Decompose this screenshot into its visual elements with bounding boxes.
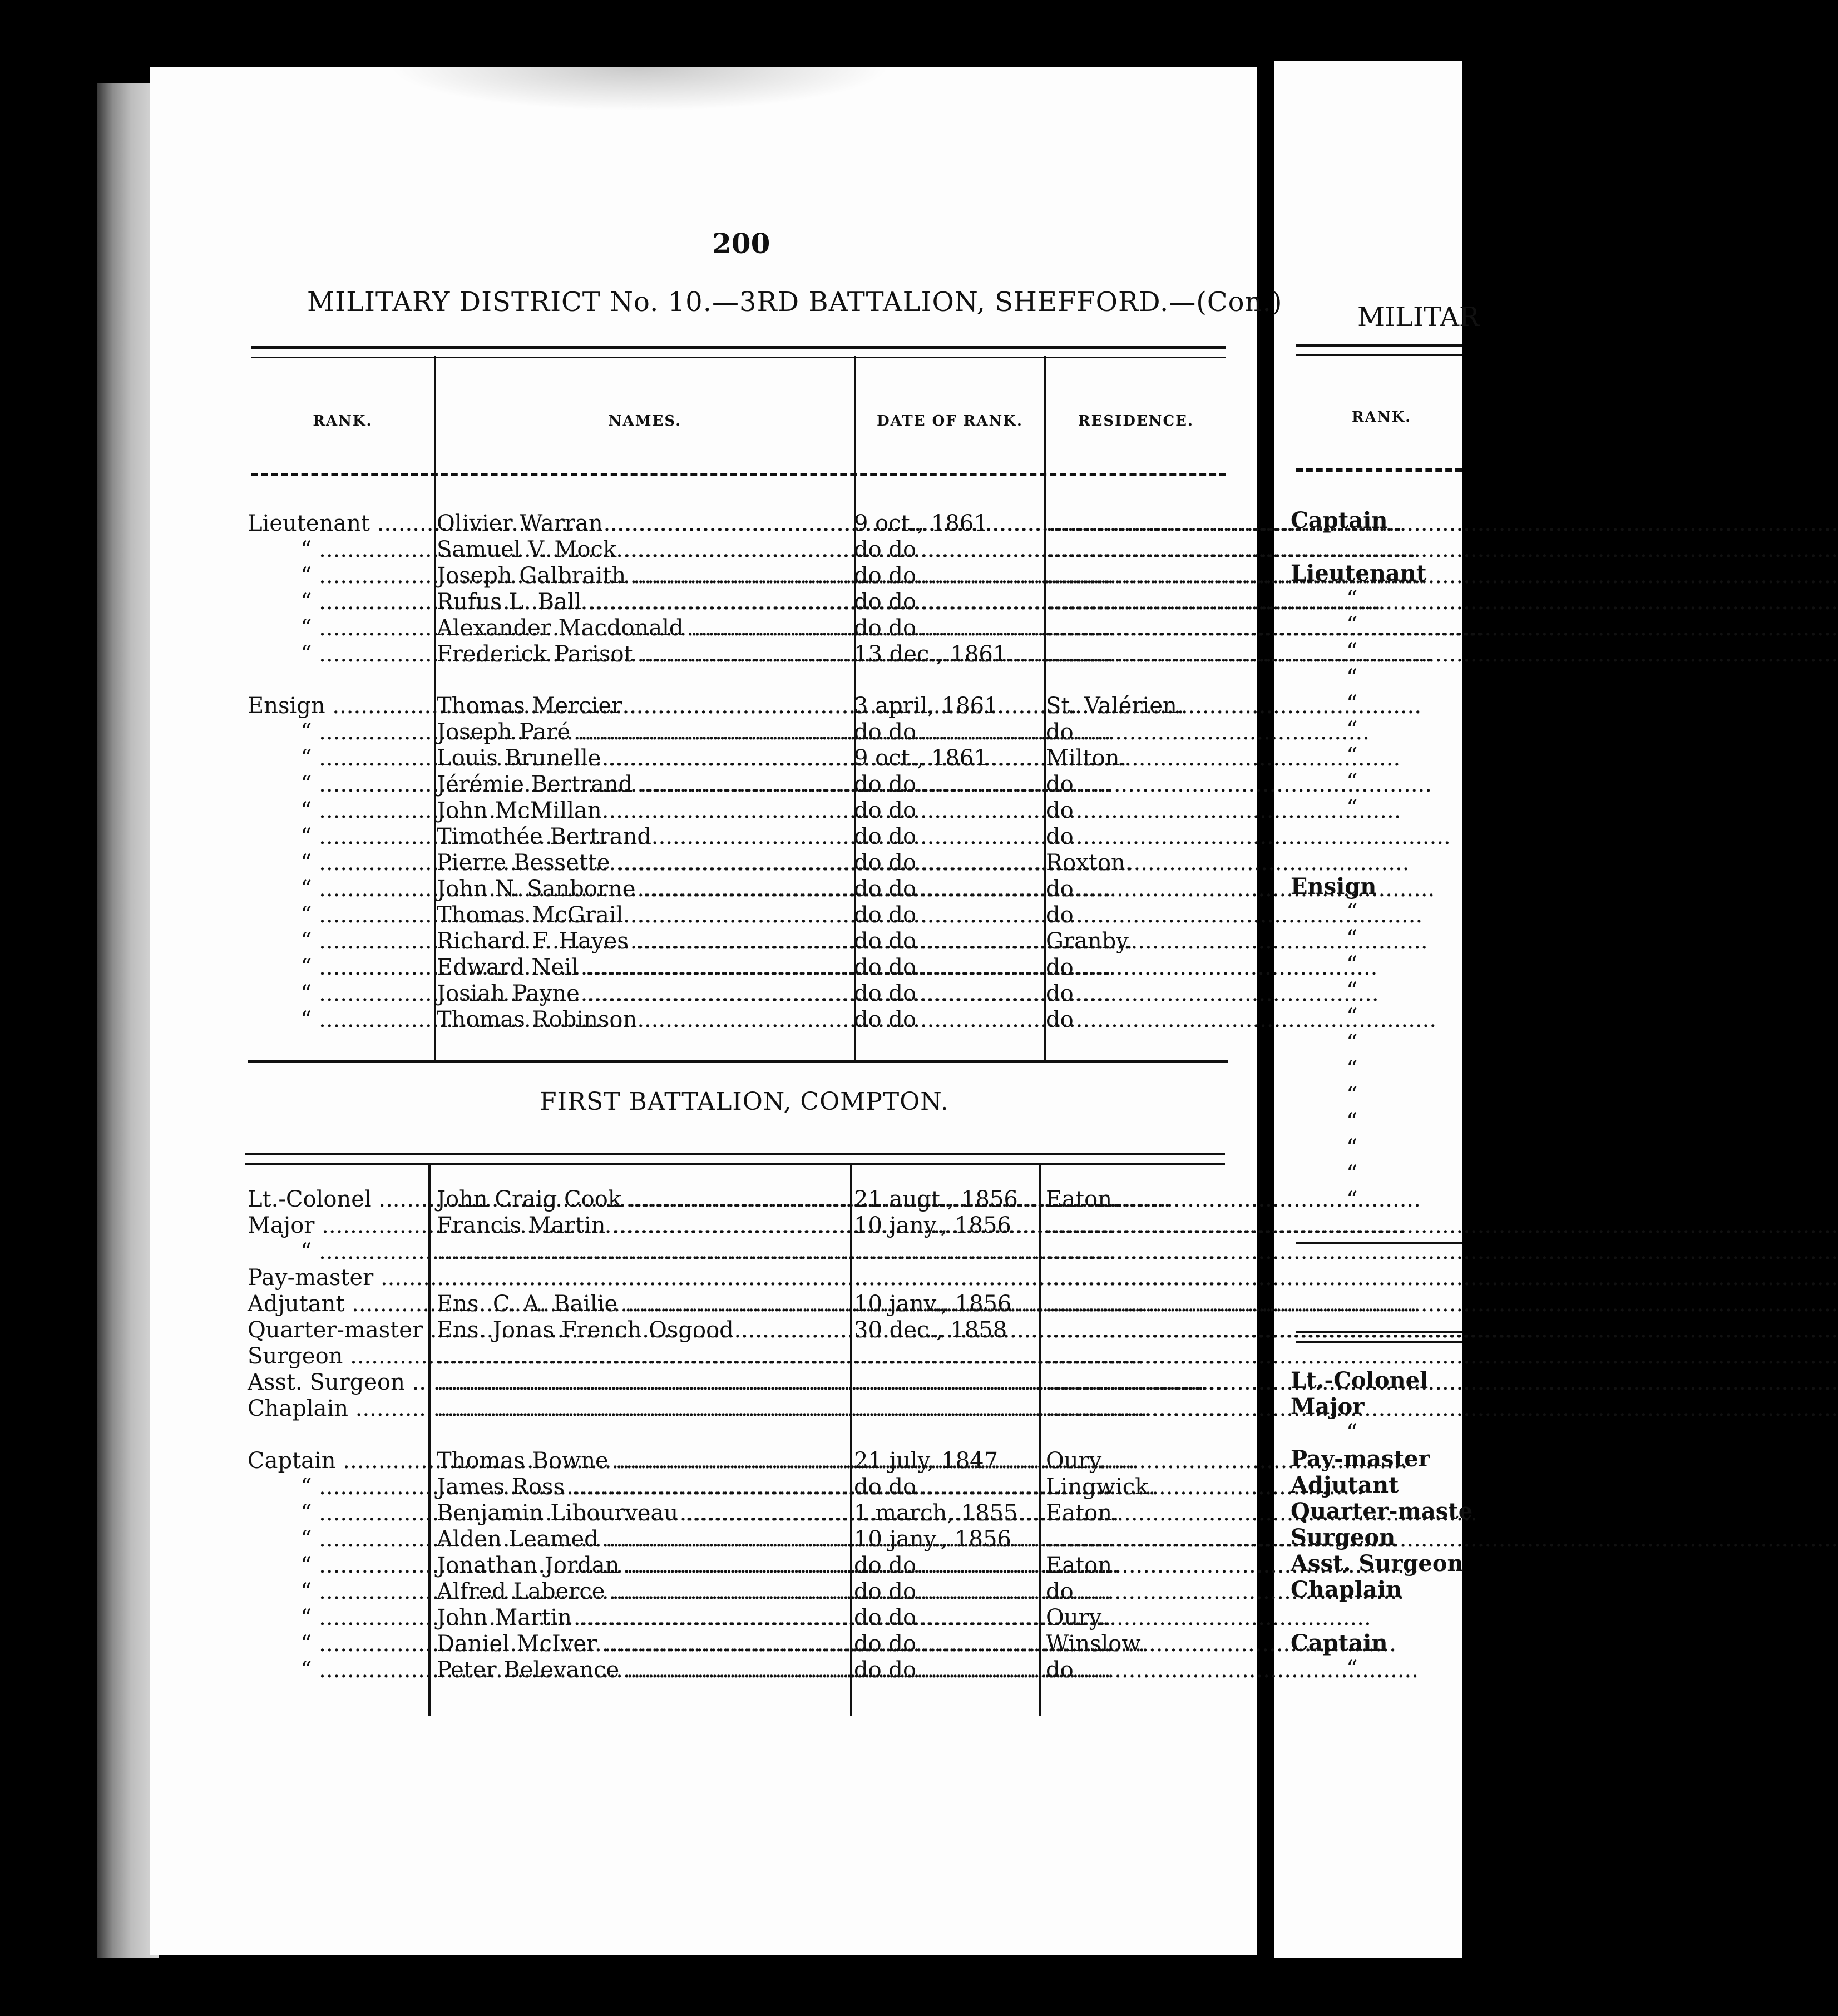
table-row	[0, 1291, 1462, 1317]
name-cell: Alfred Laberce .....	[437, 1579, 851, 1605]
name-cell: Francis Martin .....	[437, 1213, 851, 1239]
right-page-rank: “	[1346, 769, 1358, 795]
table-row	[0, 772, 1462, 798]
name-cell: Olivier Warran .....	[437, 511, 851, 537]
paper-stain	[389, 67, 890, 111]
table-row	[0, 1526, 1462, 1553]
name-cell	[437, 1239, 851, 1265]
date-cell: do do	[854, 850, 917, 876]
table-row	[0, 1265, 1462, 1291]
column-header-names: NAMES.	[608, 413, 682, 429]
residence-cell: Eaton.	[1046, 1500, 1119, 1526]
rank-cell: “ .....	[300, 1474, 481, 1500]
name-cell: Samuel V. Mock .....	[437, 537, 851, 563]
date-cell: do do	[854, 1474, 917, 1500]
name-cell: Timothée Bertrand .....	[437, 824, 851, 850]
residence-cell	[1046, 1265, 1229, 1291]
rank-cell: Quarter-master .....	[248, 1317, 428, 1343]
right-page-column-header: RANK.	[1352, 409, 1412, 426]
residence-cell	[1046, 1343, 1229, 1370]
residence-cell: do	[1046, 1657, 1074, 1683]
right-page-rank: Lt.-Colonel	[1291, 1367, 1429, 1394]
rank-cell: “ .....	[300, 928, 481, 955]
date-cell: 10 jany., 1856	[854, 1526, 1011, 1552]
table-row	[0, 537, 1462, 563]
rank-cell: Adjutant .....	[248, 1291, 428, 1317]
right-page-title-fragment: MILITAR	[1357, 302, 1480, 333]
right-page-rank: “	[1346, 1656, 1358, 1682]
right-page-rank: “	[1346, 900, 1358, 925]
rank-cell: Surgeon .....	[248, 1343, 428, 1370]
right-page-header-rule	[1296, 468, 1462, 472]
rank-cell: Pay-master .....	[248, 1265, 428, 1291]
right-page-rank: “	[1346, 1056, 1358, 1082]
residence-cell	[1046, 615, 1229, 641]
rank-cell: “ .....	[300, 1631, 481, 1657]
rank-cell: “ .....	[300, 1007, 481, 1033]
name-cell: Daniel McIver .....	[437, 1631, 851, 1657]
residence-cell: Eaton.	[1046, 1187, 1119, 1212]
date-cell: do do	[854, 955, 917, 980]
table-row	[0, 1657, 1462, 1683]
table-row	[0, 1474, 1462, 1500]
rank-cell: Chaplain .....	[248, 1396, 428, 1422]
residence-cell: St. Valérien.	[1046, 693, 1184, 719]
right-page-rank: Captain	[1291, 1630, 1388, 1656]
date-cell: 10 janv., 1856	[854, 1291, 1012, 1317]
rank-cell: “ .....	[300, 798, 481, 824]
table-row	[0, 1007, 1462, 1033]
date-cell: do do	[854, 772, 917, 797]
right-page-top-rule	[1296, 344, 1462, 356]
name-cell	[437, 1396, 851, 1422]
rank-cell: “ .....	[300, 589, 481, 615]
name-cell: Edward Neil .....	[437, 955, 851, 981]
table-row	[0, 1396, 1462, 1422]
name-cell: Thomas McGrail .....	[437, 902, 851, 928]
table-row	[0, 1239, 1462, 1265]
date-cell: do do	[854, 928, 917, 954]
rank-cell: “ .....	[300, 1605, 481, 1631]
date-cell: do do	[854, 589, 917, 615]
right-page-rank: “	[1346, 1004, 1358, 1030]
rank-cell: “ .....	[300, 641, 481, 668]
table-row	[0, 641, 1462, 668]
name-cell: Richard F. Hayes .....	[437, 928, 851, 955]
right-page-rank: “	[1346, 978, 1358, 1004]
table-row	[0, 1187, 1462, 1213]
table-row	[0, 693, 1462, 719]
right-page-rank: Chaplain	[1291, 1577, 1402, 1603]
right-page-rank: “	[1346, 952, 1358, 977]
table-row	[0, 589, 1462, 615]
right-page-rank: “	[1346, 1187, 1358, 1213]
name-cell: Pierre Bessette .....	[437, 850, 851, 876]
date-cell: 10 jany., 1856	[854, 1213, 1011, 1238]
date-cell: do do	[854, 798, 917, 823]
rank-cell: “ .....	[300, 1500, 481, 1526]
table-row	[0, 1631, 1462, 1657]
rank-cell: Captain .....	[248, 1448, 428, 1474]
table-row	[0, 876, 1462, 902]
residence-cell: do	[1046, 719, 1074, 745]
name-cell: Alexander Macdonald .....	[437, 615, 851, 641]
name-cell: John Martin .....	[437, 1605, 851, 1631]
rank-cell: “ .....	[300, 1239, 481, 1265]
name-cell: James Ross .....	[437, 1474, 851, 1500]
date-cell: do do	[854, 824, 917, 849]
table-row	[0, 1317, 1462, 1343]
date-cell: do do	[854, 615, 917, 641]
rank-cell: Ensign .....	[248, 693, 428, 719]
table-top-rule	[251, 346, 1226, 358]
right-page-rank: Quarter-maste	[1291, 1498, 1473, 1524]
date-cell: do do	[854, 1553, 917, 1578]
table-row	[0, 1343, 1462, 1370]
rank-cell: “ .....	[300, 1553, 481, 1579]
page-title: MILITARY DISTRICT No. 10.—3RD BATTALION, SHEFFORD.—(Con.)	[307, 286, 1283, 318]
rank-cell: “ .....	[300, 615, 481, 641]
right-page-rank: “	[1346, 691, 1358, 717]
residence-cell: do	[1046, 981, 1074, 1006]
rank-cell: “ .....	[300, 719, 481, 745]
rank-cell: “ .....	[300, 1579, 481, 1605]
rank-cell: Major .....	[248, 1213, 428, 1239]
name-cell: Jérémie Bertrand .....	[437, 772, 851, 798]
name-cell: Jonathan Jordan .....	[437, 1553, 851, 1579]
table-bottom-rule	[248, 1060, 1228, 1063]
table-row	[0, 981, 1462, 1007]
column-header-rank: RANK.	[313, 413, 373, 429]
rank-cell: “ .....	[300, 1526, 481, 1553]
column-header-date: DATE OF RANK.	[877, 413, 1023, 429]
residence-cell: Milton.	[1046, 745, 1127, 771]
right-page-rank: “	[1346, 1109, 1358, 1134]
residence-cell: do	[1046, 876, 1074, 902]
name-cell: John McMillan .....	[437, 798, 851, 824]
name-cell: Frederick Parisot .....	[437, 641, 851, 668]
date-cell: do do	[854, 1605, 917, 1630]
date-cell: do do	[854, 719, 917, 745]
name-cell	[437, 1265, 851, 1291]
name-cell	[437, 1370, 851, 1396]
right-page-rule	[1296, 1242, 1462, 1244]
rank-cell: “ .....	[300, 824, 481, 850]
rank-cell: “ .....	[300, 563, 481, 589]
name-cell	[437, 1343, 851, 1370]
date-cell: do do	[854, 563, 917, 589]
table-row	[0, 1213, 1462, 1239]
right-page-rank: “	[1346, 1083, 1358, 1108]
date-cell: do do	[854, 1631, 917, 1657]
residence-cell: Granby.	[1046, 928, 1133, 954]
table-row	[0, 615, 1462, 641]
right-page-rank: Ensign	[1291, 873, 1377, 900]
rank-cell: “ .....	[300, 1657, 481, 1683]
right-page-rank: “	[1346, 612, 1358, 638]
section-title: FIRST BATTALION, COMPTON.	[540, 1088, 949, 1116]
name-cell: Alden Leamed .....	[437, 1526, 851, 1553]
date-cell: do do	[854, 1579, 917, 1604]
right-page-rank: Surgeon	[1291, 1524, 1396, 1550]
residence-cell	[1046, 537, 1229, 563]
table-row	[0, 824, 1462, 850]
name-cell: Thomas Mercier .....	[437, 693, 851, 719]
residence-cell	[1046, 1291, 1229, 1317]
right-page-rank: “	[1346, 586, 1358, 612]
rank-cell: “ .....	[300, 745, 481, 772]
rank-cell: “ .....	[300, 902, 481, 928]
residence-cell: Lingwick.	[1046, 1474, 1156, 1500]
name-cell: Josiah Payne .....	[437, 981, 851, 1007]
rank-cell: Asst. Surgeon .....	[248, 1370, 428, 1396]
rank-cell: “ .....	[300, 537, 481, 563]
right-page-rank: Lieutenant	[1291, 560, 1427, 586]
right-page-rank: Pay-master	[1291, 1446, 1430, 1472]
right-page-rank: “	[1346, 665, 1358, 690]
date-cell: 1 march, 1855	[854, 1500, 1018, 1526]
residence-cell	[1046, 511, 1229, 537]
table-row	[0, 955, 1462, 981]
name-cell: Joseph Paré .....	[437, 719, 851, 745]
table-row	[0, 1448, 1462, 1474]
table-row	[0, 850, 1462, 876]
right-page-rank: “	[1346, 1030, 1358, 1056]
residence-cell: do	[1046, 824, 1074, 849]
name-cell: Ens. C. A. Bailie .....	[437, 1291, 851, 1317]
residence-cell: Roxton.	[1046, 850, 1133, 876]
residence-cell	[1046, 589, 1229, 615]
name-cell: Benjamin Libourveau .....	[437, 1500, 851, 1526]
right-page-rank: “	[1346, 926, 1358, 951]
name-cell: Louis Brunelle .....	[437, 745, 851, 772]
table-row	[0, 745, 1462, 772]
right-page-rank: Captain	[1291, 507, 1388, 533]
table-row	[0, 719, 1462, 745]
residence-cell: do	[1046, 955, 1074, 980]
column-header-residence: RESIDENCE.	[1078, 413, 1194, 429]
header-rule	[251, 473, 1226, 476]
residence-cell	[1046, 1213, 1229, 1239]
right-page-rank: “	[1346, 795, 1358, 821]
right-page-rank: Major	[1291, 1394, 1365, 1420]
residence-cell	[1046, 641, 1229, 668]
right-page-rank: “	[1346, 1161, 1358, 1187]
name-cell: John N. Sanborne .....	[437, 876, 851, 902]
right-page-rank: “	[1346, 639, 1358, 664]
residence-cell: do	[1046, 902, 1074, 928]
right-page-rule	[1296, 1331, 1462, 1343]
residence-cell: Eaton.	[1046, 1553, 1119, 1578]
name-cell: Thomas Bowne .....	[437, 1448, 851, 1474]
residence-cell: Oury.	[1046, 1448, 1106, 1474]
rank-cell: “ .....	[300, 772, 481, 798]
name-cell: Ens. Jonas French Osgood .....	[437, 1317, 851, 1343]
name-cell: Rufus L. Ball .....	[437, 589, 851, 615]
right-page-rank: Adjutant	[1291, 1472, 1399, 1498]
table-row	[0, 1579, 1462, 1605]
residence-cell	[1046, 1239, 1229, 1265]
date-cell: 3 april, 1861	[854, 693, 999, 719]
rank-cell: Lt.-Colonel .....	[248, 1187, 428, 1213]
table-row	[0, 1370, 1462, 1396]
date-cell: do do	[854, 537, 917, 562]
residence-cell	[1046, 1317, 1229, 1343]
table-row	[0, 798, 1462, 824]
date-cell: do do	[854, 902, 917, 928]
table-top-rule	[245, 1153, 1225, 1165]
name-cell: John Craig Cook .....	[437, 1187, 851, 1213]
residence-cell: do	[1046, 1579, 1074, 1604]
residence-cell: do	[1046, 1007, 1074, 1032]
residence-cell	[1046, 1396, 1229, 1422]
rank-cell: Lieutenant .....	[248, 511, 428, 537]
date-cell: 9 oct., 1861	[854, 511, 988, 536]
date-cell: do do	[854, 1657, 917, 1683]
date-cell: do do	[854, 981, 917, 1006]
name-cell: Thomas Robinson .....	[437, 1007, 851, 1033]
residence-cell	[1046, 563, 1229, 589]
name-cell: Joseph Galbraith .....	[437, 563, 851, 589]
residence-cell: Winslow.	[1046, 1631, 1145, 1657]
date-cell: 13 dec., 1861	[854, 641, 1007, 667]
rank-cell: “ .....	[300, 850, 481, 876]
residence-cell: do	[1046, 798, 1074, 823]
rank-cell: “ .....	[300, 876, 481, 902]
right-page-rank: “	[1346, 743, 1358, 769]
right-page-rank: “	[1346, 1420, 1358, 1445]
residence-cell: do	[1046, 772, 1074, 797]
name-cell: Peter Belevance .....	[437, 1657, 851, 1683]
date-cell: 21 augt., 1856	[854, 1187, 1018, 1212]
date-cell: 21 july, 1847	[854, 1448, 999, 1474]
date-cell: do do	[854, 876, 917, 902]
date-cell: 30 dec., 1858	[854, 1317, 1007, 1343]
table-row	[0, 511, 1462, 537]
table-row	[0, 1605, 1462, 1631]
right-page-rank: “	[1346, 1135, 1358, 1160]
table-row	[0, 1498, 1473, 1526]
date-cell: 9 oct., 1861	[854, 745, 988, 771]
rank-cell: “ .....	[300, 955, 481, 981]
table-row	[0, 928, 1462, 955]
table-row	[0, 1553, 1462, 1579]
residence-cell	[1046, 1526, 1229, 1553]
right-page-rank: Asst. Surgeon	[1291, 1550, 1464, 1577]
page-number: 200	[712, 227, 770, 260]
residence-cell	[1046, 1370, 1229, 1396]
residence-cell: Oury.	[1046, 1605, 1106, 1630]
rank-cell: “ .....	[300, 981, 481, 1007]
table-row	[0, 563, 1462, 589]
right-page-rank: “	[1346, 717, 1358, 743]
table-row	[0, 902, 1462, 928]
date-cell: do do	[854, 1007, 917, 1032]
